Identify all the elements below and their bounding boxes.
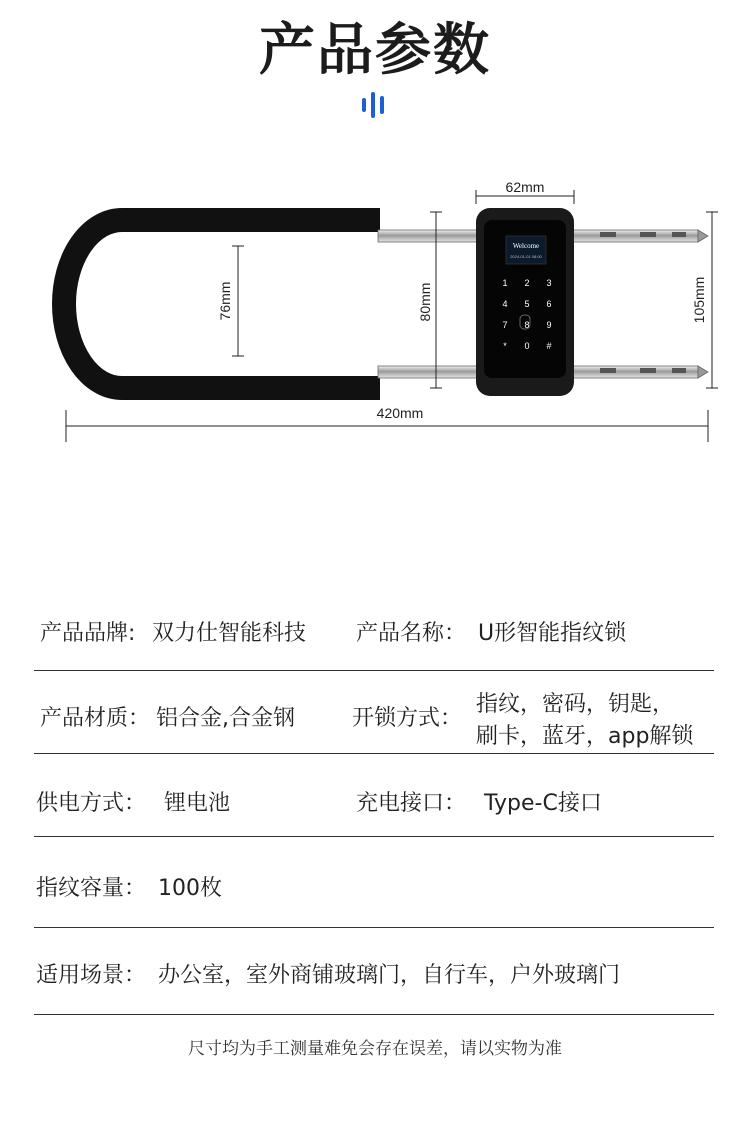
keypad-key: 3 [546,278,552,288]
power-label: 供电方式： [36,791,147,816]
brand-value: 双力仕智能科技 [152,621,307,646]
keypad-key: 6 [546,299,552,309]
page-title: 产品参数 [259,18,491,83]
power-value: 锂电池 [164,791,231,816]
lock-body [476,208,574,396]
scene-label: 适用场景： [36,963,147,988]
unlock-label: 开锁方式： [352,706,463,731]
unlock-value-line1: 指纹，密码，钥匙， [476,692,675,717]
keypad-key: # [546,341,552,351]
charge-value: Type-C接口 [484,791,602,816]
svg-text:420mm: 420mm [376,405,424,421]
unlock-value-line2: 刷卡，蓝牙，app解锁 [476,724,694,749]
dim-inner-height [217,246,244,356]
svg-text:105mm: 105mm [691,276,707,324]
title-decoration [361,90,389,120]
product-name-label: 产品名称： [356,621,467,646]
keypad-key: 4 [502,299,508,309]
brand-label: 产品品牌: [40,621,136,646]
charge-label: 充电接口： [356,791,467,816]
screen-welcome: Welcome [512,242,540,250]
spec-row-1 [34,600,714,671]
dim-lock-width [476,179,574,204]
spec-row-2 [34,671,714,754]
keypad-key: 0 [524,341,530,351]
keypad-key: 1 [502,278,508,288]
spec-row-3 [34,754,714,837]
svg-text:62mm: 62mm [505,179,545,195]
svg-text:80mm: 80mm [417,282,433,322]
material-value: 铝合金,合金钢 [156,706,295,731]
capacity-value: 100枚 [158,876,222,901]
product-name-value: U形智能指纹锁 [478,621,627,646]
capacity-label: 指纹容量： [36,876,147,901]
screen-datetime: 2024-01-01 08:00 [510,254,542,259]
keypad-key: 9 [546,320,552,330]
keypad-key: 8 [524,320,530,330]
material-label: 产品材质： [40,706,151,731]
keypad-key: 5 [524,299,530,309]
lock-dimension-diagram [0,170,750,460]
keypad-key: 2 [524,278,530,288]
svg-text:76mm: 76mm [217,281,233,321]
spec-row-4 [34,837,714,928]
keypad-key: 7 [502,320,508,330]
dim-total-width [66,405,708,442]
measurement-note: 尺寸均为手工测量难免会存在误差，请以实物为准 [188,1039,562,1059]
keypad-key: * [503,341,507,351]
scene-value: 办公室，室外商铺玻璃门，自行车，户外玻璃门 [158,963,621,988]
spec-row-5 [34,928,714,1015]
